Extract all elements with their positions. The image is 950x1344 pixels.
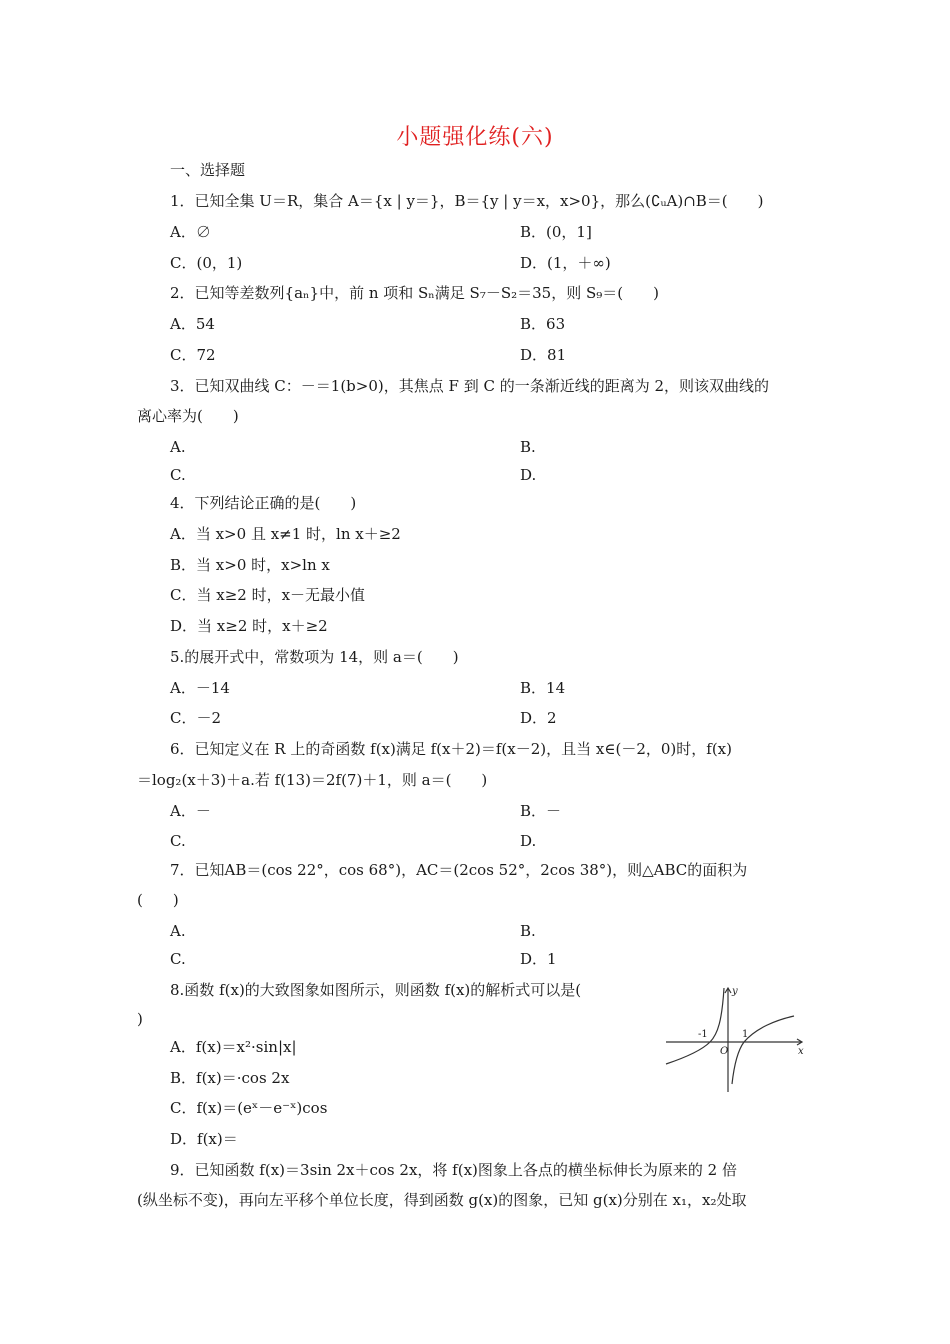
q7-option-a: A. <box>170 922 186 940</box>
q6-option-a: A．－ <box>170 802 211 820</box>
q7-option-b: B. <box>520 922 536 940</box>
question-3-stem: 3．已知双曲线 C：－＝1(b>0)，其焦点 F 到 C 的一条渐近线的距离为 2，则该双曲线的 <box>170 377 770 395</box>
q8-option-d: D．f(x)＝ <box>170 1130 238 1148</box>
q7-option-c: C. <box>170 950 186 968</box>
q2-option-b: B．63 <box>520 315 566 333</box>
question-8-stem-cont: ) <box>137 1010 143 1028</box>
q3-option-c: C. <box>170 466 186 484</box>
q4-option-a: A．当 x>0 且 x≠1 时，ln x＋≥2 <box>170 525 401 543</box>
q3-option-b: B. <box>520 438 536 456</box>
function-graph-figure <box>664 984 808 1094</box>
q5-option-d: D．2 <box>520 709 557 727</box>
right-curve <box>732 1016 794 1084</box>
question-8-stem: 8.函数 f(x)的大致图象如图所示，则函数 f(x)的解析式可以是( <box>170 981 582 999</box>
page-title: 小题强化练(六) <box>396 125 554 150</box>
q5-option-b: B．14 <box>520 679 566 697</box>
question-7-stem-cont: ( ) <box>137 891 179 909</box>
q4-option-b: B．当 x>0 时，x>ln x <box>170 556 330 574</box>
q1-option-b: B．(0，1] <box>520 223 592 241</box>
q6-option-b: B．－ <box>520 802 562 820</box>
q3-option-a: A. <box>170 438 186 456</box>
q6-option-c: C. <box>170 832 186 850</box>
q1-option-a: A．∅ <box>170 223 211 241</box>
q8-option-a: A．f(x)＝x²·sin|x| <box>170 1038 297 1056</box>
question-4-stem: 4．下列结论正确的是( ) <box>170 494 357 512</box>
y-axis-label: y <box>732 986 738 997</box>
neg-one-tick-label: -1 <box>698 1029 708 1040</box>
q5-option-a: A．－14 <box>170 679 230 697</box>
question-6-stem-cont: ＝log₂(x＋3)＋a.若 f(13)＝2f(7)＋1，则 a＝( ) <box>137 771 488 789</box>
left-curve <box>666 988 724 1064</box>
question-9-stem-cont: (纵坐标不变)，再向左平移个单位长度，得到函数 g(x)的图象，已知 g(x)分别在 x₁，x₂处取 <box>137 1191 747 1209</box>
question-5-stem: 5.的展开式中，常数项为 14，则 a＝( ) <box>170 648 459 666</box>
section-heading: 一、选择题 <box>170 161 246 179</box>
x-axis-label: x <box>798 1046 804 1057</box>
question-9-stem: 9．已知函数 f(x)＝3sin 2x＋cos 2x，将 f(x)图象上各点的横坐标伸长为原来的 2 倍 <box>170 1161 737 1179</box>
q7-option-d: D．1 <box>520 950 557 968</box>
q5-option-c: C．－2 <box>170 709 222 727</box>
q1-option-c: C．(0，1) <box>170 254 243 272</box>
question-3-stem-cont: 离心率为( ) <box>137 407 239 425</box>
q4-option-c: C．当 x≥2 时，x－无最小值 <box>170 586 366 604</box>
q4-option-d: D．当 x≥2 时，x＋≥2 <box>170 617 328 635</box>
q2-option-d: D．81 <box>520 346 567 364</box>
question-1-stem: 1．已知全集 U＝R，集合 A＝{x | y＝}，B＝{y | y＝x，x>0}，那么(∁ᵤA)∩B＝( ) <box>170 192 764 210</box>
q1-option-d: D．(1，＋∞) <box>520 254 611 272</box>
q2-option-a: A．54 <box>170 315 215 333</box>
q2-option-c: C．72 <box>170 346 216 364</box>
question-2-stem: 2．已知等差数列{aₙ}中，前 n 项和 Sₙ满足 S₇－S₂＝35，则 S₉＝( ) <box>170 284 659 302</box>
q8-option-b: B．f(x)＝·cos 2x <box>170 1069 290 1087</box>
q6-option-d: D. <box>520 832 537 850</box>
question-7-stem: 7．已知AB＝(cos 22°，cos 68°)，AC＝(2cos 52°，2cos 38°)，则△ABC的面积为 <box>170 861 748 879</box>
q8-option-c: C．f(x)＝(eˣ－e⁻ˣ)cos <box>170 1099 328 1117</box>
one-tick-label: 1 <box>742 1029 749 1040</box>
question-6-stem: 6．已知定义在 R 上的奇函数 f(x)满足 f(x＋2)＝f(x－2)，且当 x∈(－2，0)时，f(x) <box>170 740 732 758</box>
q3-option-d: D. <box>520 466 537 484</box>
origin-label: O <box>720 1046 729 1057</box>
